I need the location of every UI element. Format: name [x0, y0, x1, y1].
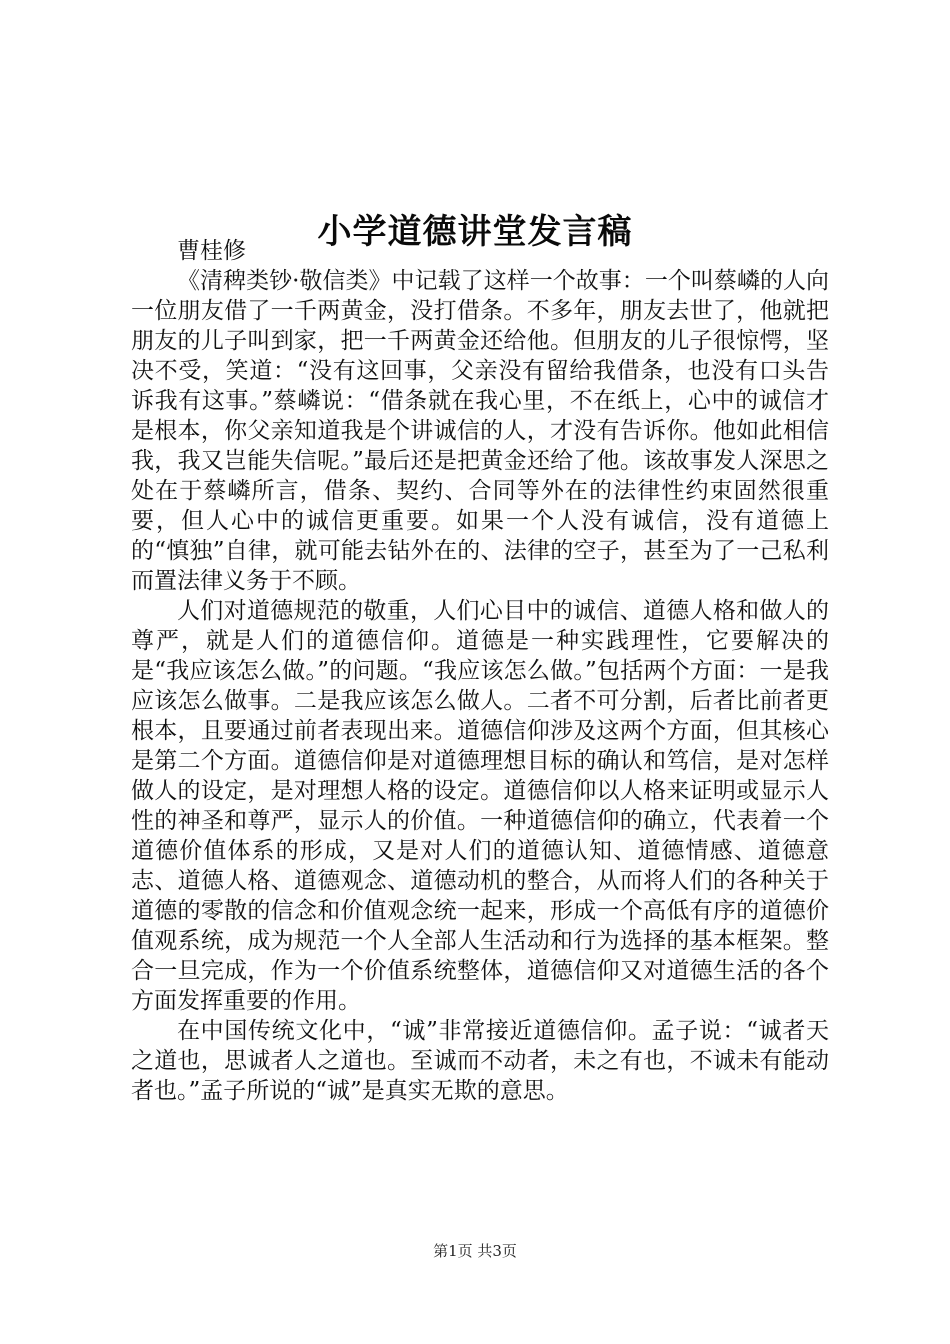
paragraph-2: 人们对道德规范的敬重，人们心目中的诚信、道德人格和做人的尊严，就是人们的道德信仰。道德是一种实践理性，它要解决的是“我应该怎么做。”的问题。“我应该怎么做。”包括两个方面：一是我应该怎么做事。二是我应该怎么做人。二者不可分割，后者比前者更根本，且要通过前者表现出来。道德信仰涉及这两个方面，但其核心是第二个方面。道德信仰是对道德理想目标的确认和笃信，是对怎样做人的设定，是对理想人格的设定。道德信仰以人格来证明或显示人性的神圣和尊严，显示人的价值。一种道德信仰的确立，代表着一个道德价值体系的形成，又是对人们的道德认知、道德情感、道德意志、道德人格、道德观念、道德动机的整合，从而将人们的各种关于道德的零散的信念和价值观念统一起来，形成一个高低有序的道德价值观系统，成为规范一个人全部人生活动和行为选择的基本框架。整合一旦完成，作为一个价值系统整体，道德信仰又对道德生活的各个方面发挥重要的作用。 [131, 598, 829, 1014]
author-name: 曹桂修 [177, 238, 246, 264]
paragraph-1: 《清稗类钞·敬信类》中记载了这样一个故事：一个叫蔡嶙的人向一位朋友借了一千两黄金，没打借条。不多年，朋友去世了，他就把朋友的儿子叫到家，把一千两黄金还给他。但朋友的儿子很惊愕，坚决不受，笑道：“没有这回事，父亲没有留给我借条，也没有口头告诉我有这事。”蔡嶙说：“借条就在我心里，不在纸上，心中的诚信才是根本，你父亲知道我是个讲诚信的人，才没有告诉你。他如此相信我，我又岂能失信呢。”最后还是把黄金还给了他。该故事发人深思之处在于蔡嶙所言，借条、契约、合同等外在的法律性约束固然很重要，但人心中的诚信更重要。如果一个人没有诚信，没有道德上的“慎独”自律，就可能去钻外在的、法律的空子，甚至为了一己私利而置法律义务于不顾。 [131, 268, 829, 594]
page-footer: 第1页 共3页 [433, 1242, 517, 1260]
document-body [131, 236, 829, 1106]
paragraph-3: 在中国传统文化中，“诚”非常接近道德信仰。孟子说：“诚者天之道也，思诚者人之道也。至诚而不动者，未之有也，不诚未有能动者也。”孟子所说的“诚”是真实无欺的意思。 [131, 1018, 829, 1104]
document-title: 小学道德讲堂发言稿 [317, 211, 633, 252]
